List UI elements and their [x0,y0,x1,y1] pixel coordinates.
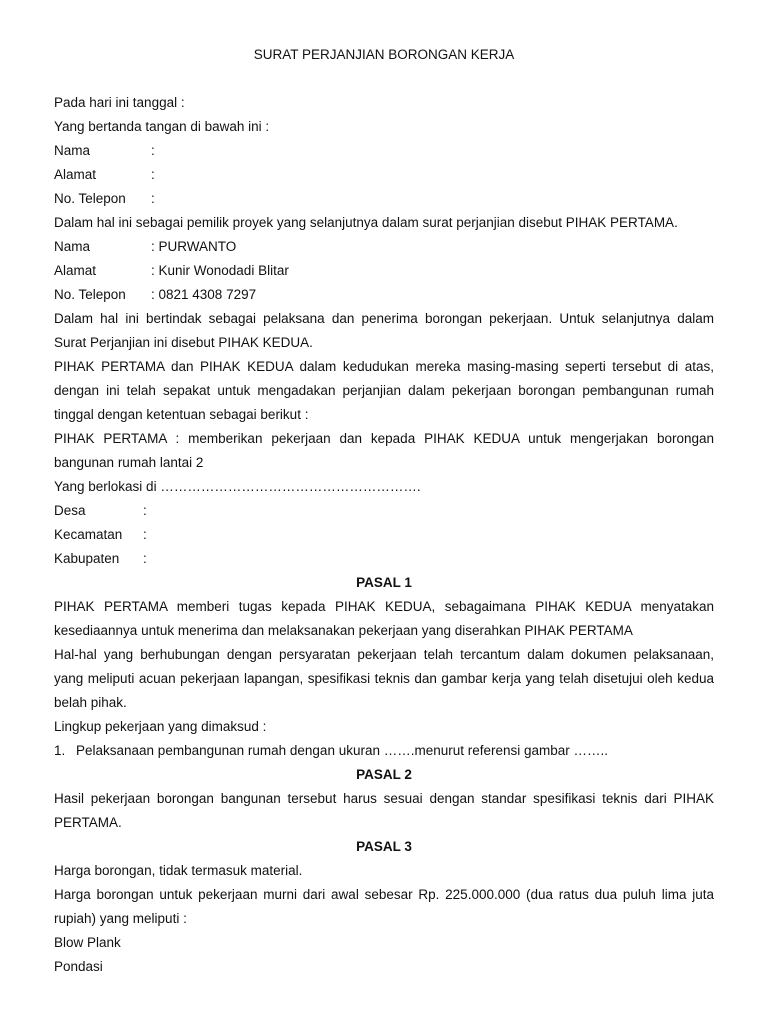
pasal1-item1-number: 1. [54,743,66,758]
location-kecamatan-label: Kecamatan [54,527,123,542]
party1-phone-label: No. Telepon [54,191,126,206]
assignment-line1: PIHAK PERTAMA : memberikan pekerjaan dan kepada PIHAK KEDUA untuk mengerjakan borongan [54,431,714,446]
pasal1-p1-line1: PIHAK PERTAMA memberi tugas kepada PIHAK KEDUA, sebagaimana PIHAK KEDUA menyatakan [54,599,714,614]
party1-name-row [54,142,155,160]
pasal3-p2-line2: rupiah) yang meliputi : [54,911,187,926]
pasal1-list-item [54,742,608,760]
party1-address-value: : [151,167,155,182]
location-desa-row [54,502,147,520]
party1-phone-row [54,190,155,208]
party2-description-line1: Dalam hal ini bertindak sebagai pelaksana dan penerima borongan pekerjaan. Untuk selanjutnya dalam [54,311,714,326]
agreement-line2: dengan ini telah sepakat untuk mengadakan perjanjian dalam pekerjaan borongan pembangunan rumah [54,383,714,398]
agreement-line3: tinggal dengan ketentuan sebagai berikut : [54,407,309,422]
location-kecamatan-value: : [143,527,147,542]
party2-description-line2: Surat Perjanjian ini disebut PIHAK KEDUA. [54,335,313,350]
party2-address-row [54,262,289,280]
pasal2-heading: PASAL 2 [356,767,412,782]
assignment-line2: bangunan rumah lantai 2 [54,455,204,470]
pasal3-heading: PASAL 3 [356,839,412,854]
party1-address-label: Alamat [54,167,97,182]
party2-phone-row [54,286,256,304]
party2-name-row [54,238,236,256]
pasal3-item-pondasi: Pondasi [54,959,103,974]
party2-name-value: : PURWANTO [151,239,237,254]
pasal1-heading: PASAL 1 [356,575,412,590]
intro-signed: Yang bertanda tangan di bawah ini : [54,119,270,134]
party2-address-value: : Kunir Wonodadi Blitar [151,263,289,278]
pasal3-item-blow-plank: Blow Plank [54,935,121,950]
party2-address-label: Alamat [54,263,97,278]
location-kabupaten-value: : [143,551,147,566]
intro-date: Pada hari ini tanggal : [54,95,185,110]
party2-name-label: Nama [54,239,91,254]
pasal2-line1: Hasil pekerjaan borongan bangunan tersebut harus sesuai dengan standar spesifikasi teknis dari PIHAK [54,791,714,806]
pasal1-scope-intro: Lingkup pekerjaan yang dimaksud : [54,719,267,734]
pasal1-item1-text: Pelaksanaan pembangunan rumah dengan ukuran …….menurut referensi gambar …….. [76,743,609,758]
party1-name-label: Nama [54,143,91,158]
location-kabupaten-row [54,550,147,568]
party1-phone-value: : [151,191,155,206]
pasal1-p2-line3: belah pihak. [54,695,127,710]
pasal1-p2-line2: yang meliputi acuan pekerjaan lapangan, spesifikasi teknis dan gambar kerja yang telah disetujui oleh kedua [54,671,714,686]
pasal1-p2-line1: Hal-hal yang berhubungan dengan persyaratan pekerjaan telah tercantum dalam dokumen pelaksanaan, [54,647,714,662]
location-kecamatan-row [54,526,147,544]
pasal1-p1-line2: kesediaannya untuk menerima dan melaksanakan pekerjaan yang diserahkan PIHAK PERTAMA [54,623,633,638]
party1-name-value: : [151,143,155,158]
document-title: SURAT PERJANJIAN BORONGAN KERJA [253,47,515,62]
location-intro: Yang berlokasi di …………………………………………………. [54,479,421,494]
party2-phone-value: : 0821 4308 7297 [151,287,257,302]
location-desa-label: Desa [54,503,86,518]
location-desa-value: : [143,503,147,518]
party1-description: Dalam hal ini sebagai pemilik proyek yang selanjutnya dalam surat perjanjian disebut PIHAK PERTAMA. [54,215,678,230]
party2-phone-label: No. Telepon [54,287,126,302]
party1-address-row [54,166,155,184]
location-kabupaten-label: Kabupaten [54,551,120,566]
agreement-line1: PIHAK PERTAMA dan PIHAK KEDUA dalam kedudukan mereka masing-masing seperti tersebut di atas, [54,359,714,374]
pasal3-line1: Harga borongan, tidak termasuk material. [54,863,303,878]
pasal2-line2: PERTAMA. [54,815,122,830]
pasal3-p2-line1: Harga borongan untuk pekerjaan murni dari awal sebesar Rp. 225.000.000 (dua ratus dua puluh lima juta [54,887,714,902]
